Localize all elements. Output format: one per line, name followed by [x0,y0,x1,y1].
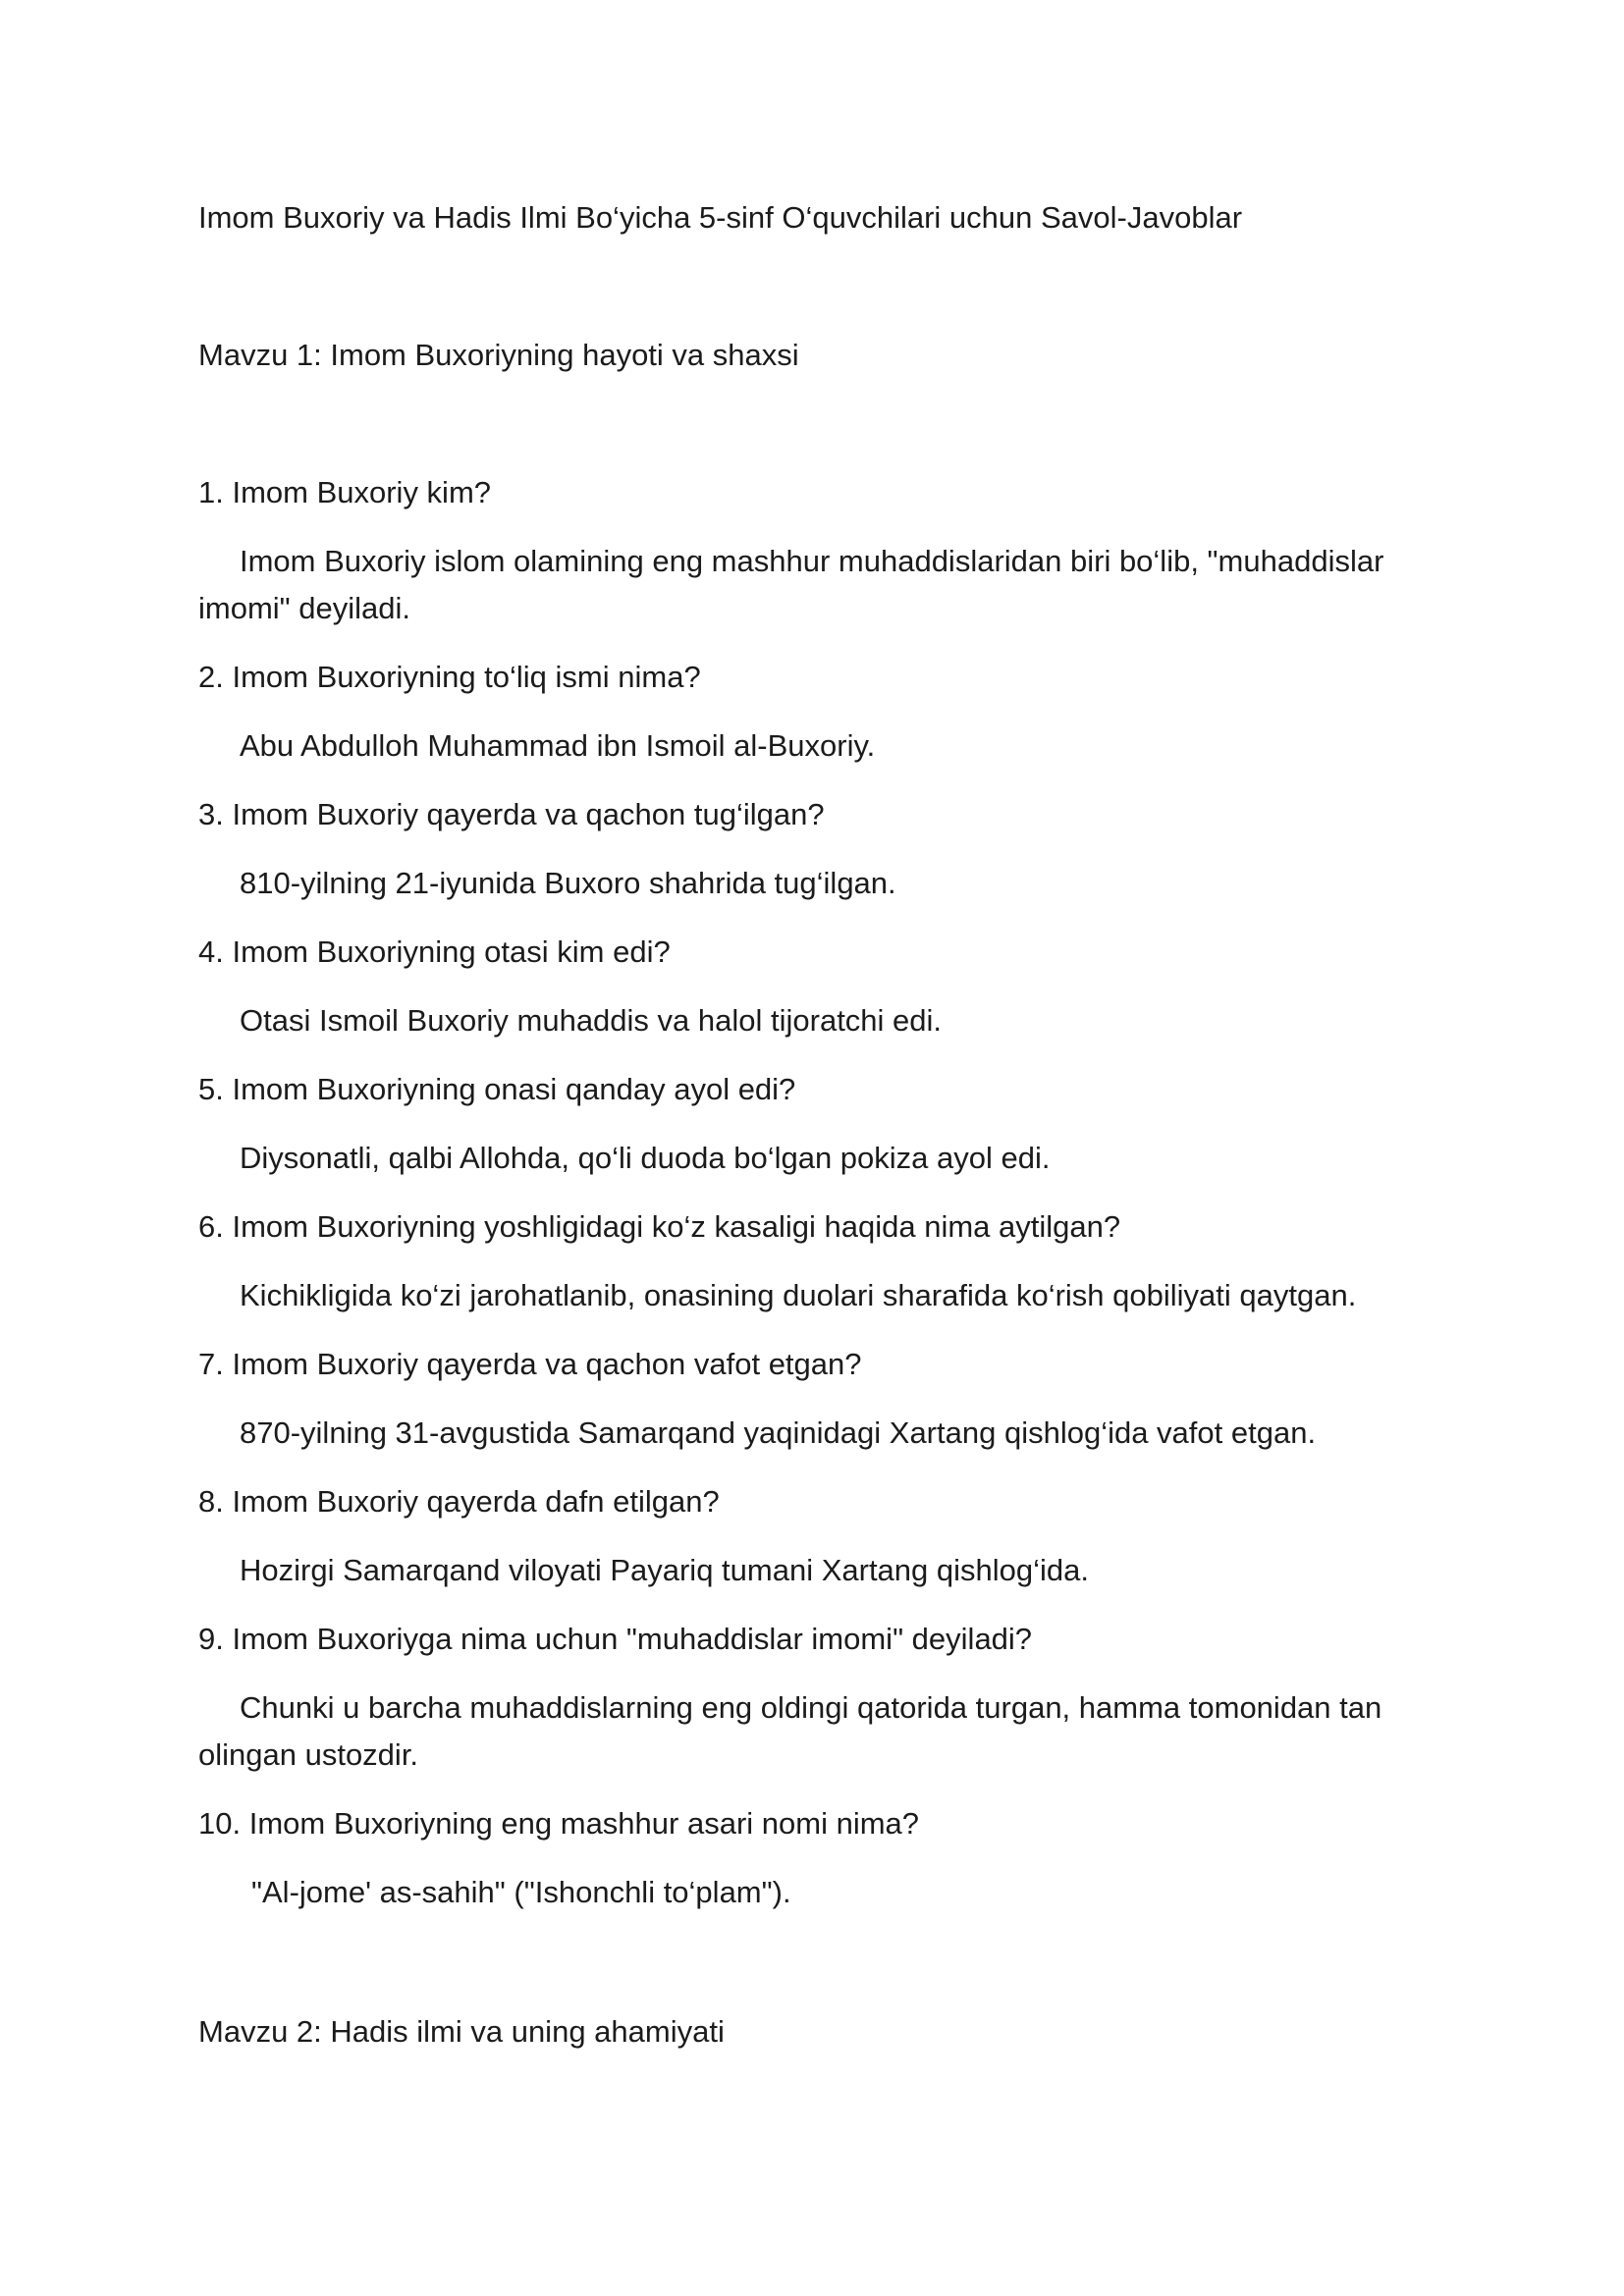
question-2: 2. Imom Buxoriyning to‘liq ismi nima? [198,660,701,694]
qa-list [198,469,1435,1916]
answer-10: "Al-jome' as-sahih" ("Ishonchli to‘plam"). [251,1875,791,1909]
question-1: 1. Imom Buxoriy kim? [198,475,492,509]
question-5: 5. Imom Buxoriyning onasi qanday ayol edi? [198,1072,796,1106]
question-9: 9. Imom Buxoriyga nima uchun "muhaddislar imomi" deyiladi? [198,1622,1033,1656]
answer-3: 810-yilning 21-iyunida Buxoro shahrida tug‘ilgan. [240,866,896,900]
answer-4: Otasi Ismoil Buxoriy muhaddis va halol tijoratchi edi. [240,1003,943,1038]
document-body [198,194,1435,2056]
answer-6: Kichikligida ko‘zi jarohatlanib, onasining duolari sharafida ko‘rish qobiliyati qaytgan. [240,1278,1357,1312]
question-6: 6. Imom Buxoriyning yoshligidagi ko‘z kasaligi haqida nima aytilgan? [198,1209,1121,1244]
answer-1: Imom Buxoriy islom olamining eng mashhur muhaddislaridan biri bo‘lib, "muhaddislar imomi" deyiladi. [198,544,1384,625]
question-4: 4. Imom Buxoriyning otasi kim edi? [198,934,671,969]
answer-2: Abu Abdulloh Muhammad ibn Ismoil al-Buxoriy. [240,728,876,763]
topic-heading-1: Mavzu 1: Imom Buxoriyning hayoti va shaxsi [198,338,799,372]
question-10: 10. Imom Buxoriyning eng mashhur asari nomi nima? [198,1806,920,1841]
question-8: 8. Imom Buxoriy qayerda dafn etilgan? [198,1484,720,1519]
topic-heading-2: Mavzu 2: Hadis ilmi va uning ahamiyati [198,2014,725,2049]
answer-9: Chunki u barcha muhaddislarning eng oldingi qatorida turgan, hamma tomonidan tan olingan ustozdir. [198,1690,1382,1772]
answer-8: Hozirgi Samarqand viloyati Payariq tumani Xartang qishlog‘ida. [240,1553,1090,1587]
question-7: 7. Imom Buxoriy qayerda va qachon vafot etgan? [198,1347,862,1381]
answer-7: 870-yilning 31-avgustida Samarqand yaqinidagi Xartang qishlog‘ida vafot etgan. [240,1415,1317,1450]
answer-5: Diysonatli, qalbi Allohda, qo‘li duoda bo‘lgan pokiza ayol edi. [240,1141,1051,1175]
document-title: Imom Buxoriy va Hadis Ilmi Bo‘yicha 5-sinf O‘quvchilari uchun Savol-Javoblar [198,200,1243,235]
question-3: 3. Imom Buxoriy qayerda va qachon tug‘ilgan? [198,797,825,831]
